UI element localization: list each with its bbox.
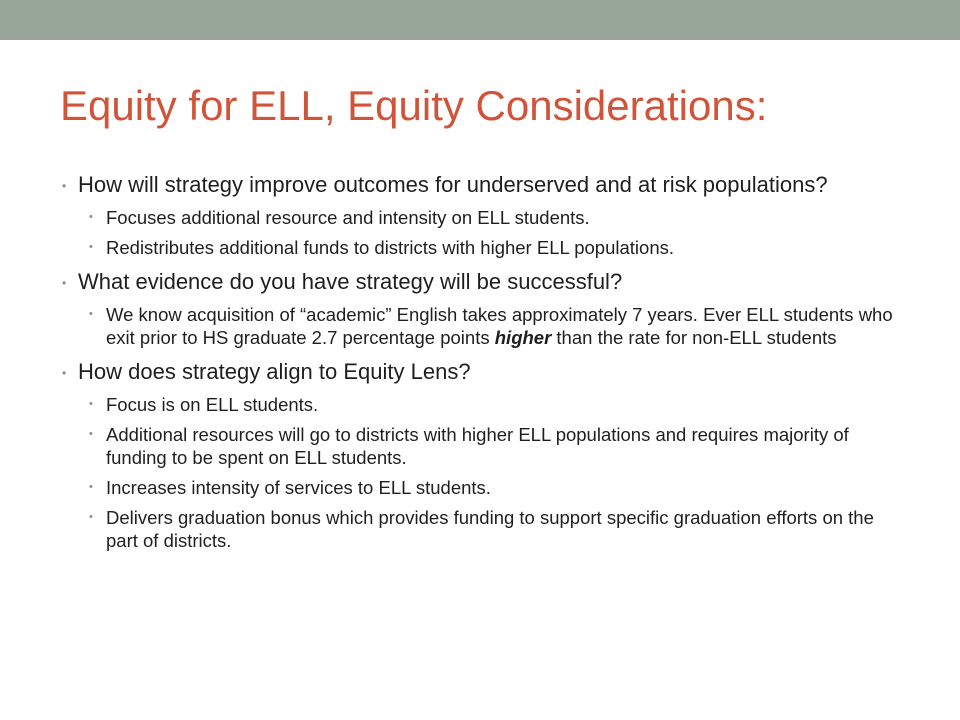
sub-bullet-graduation-bonus-text: Delivers graduation bonus which provides funding to support specific graduation efforts on the part of districts. bbox=[106, 507, 874, 551]
bullet-dot-icon: • bbox=[62, 366, 67, 380]
bullet-dot-icon: • bbox=[89, 211, 93, 223]
sub-bullet-acquisition bbox=[60, 303, 910, 349]
bullet-equity-lens-text: How does strategy align to Equity Lens? bbox=[78, 359, 471, 384]
sub-bullet-acquisition-after: than the rate for non-ELL students bbox=[551, 327, 837, 348]
bullet-outcomes-text: How will strategy improve outcomes for underserved and at risk populations? bbox=[78, 172, 828, 197]
sub-bullet-additional-resources bbox=[60, 423, 910, 469]
bullet-dot-icon: • bbox=[89, 241, 93, 253]
bullet-evidence bbox=[60, 268, 910, 296]
sub-bullet-resource-text: Focuses additional resource and intensity on ELL students. bbox=[106, 207, 590, 228]
bullet-dot-icon: • bbox=[89, 511, 93, 523]
bullet-dot-icon: • bbox=[89, 398, 93, 410]
sub-bullet-focus-text: Focus is on ELL students. bbox=[106, 394, 319, 415]
sub-bullet-intensity bbox=[60, 476, 910, 499]
bullet-outcomes bbox=[60, 171, 910, 199]
sub-bullet-resource bbox=[60, 206, 910, 229]
sub-bullet-redistributes bbox=[60, 236, 910, 259]
sub-bullet-redistributes-text: Redistributes additional funds to districts with higher ELL populations. bbox=[106, 237, 674, 258]
bullet-equity-lens bbox=[60, 358, 910, 386]
emphasis-higher: higher bbox=[494, 327, 552, 348]
bullet-dot-icon: • bbox=[62, 276, 67, 290]
bullet-evidence-text: What evidence do you have strategy will be successful? bbox=[78, 269, 623, 294]
bullet-dot-icon: • bbox=[89, 428, 93, 440]
sub-bullet-additional-resources-text: Additional resources will go to districts with higher ELL populations and requires majority of funding to be spent on ELL students. bbox=[106, 424, 849, 468]
bullet-dot-icon: • bbox=[89, 308, 93, 320]
top-accent-bar bbox=[0, 0, 960, 40]
sub-bullet-acquisition-before: We know acquisition of “academic” English takes approximately 7 years. Ever ELL students who exit prior to HS graduate 2.7 percentage points bbox=[106, 304, 893, 348]
sub-bullet-focus bbox=[60, 393, 910, 416]
sub-bullet-graduation-bonus bbox=[60, 506, 910, 552]
bullet-dot-icon: • bbox=[89, 481, 93, 493]
sub-bullet-intensity-text: Increases intensity of services to ELL students. bbox=[106, 477, 491, 498]
slide-content bbox=[60, 171, 910, 552]
slide-title: Equity for ELL, Equity Considerations: bbox=[60, 82, 768, 129]
bullet-dot-icon: • bbox=[62, 179, 67, 193]
